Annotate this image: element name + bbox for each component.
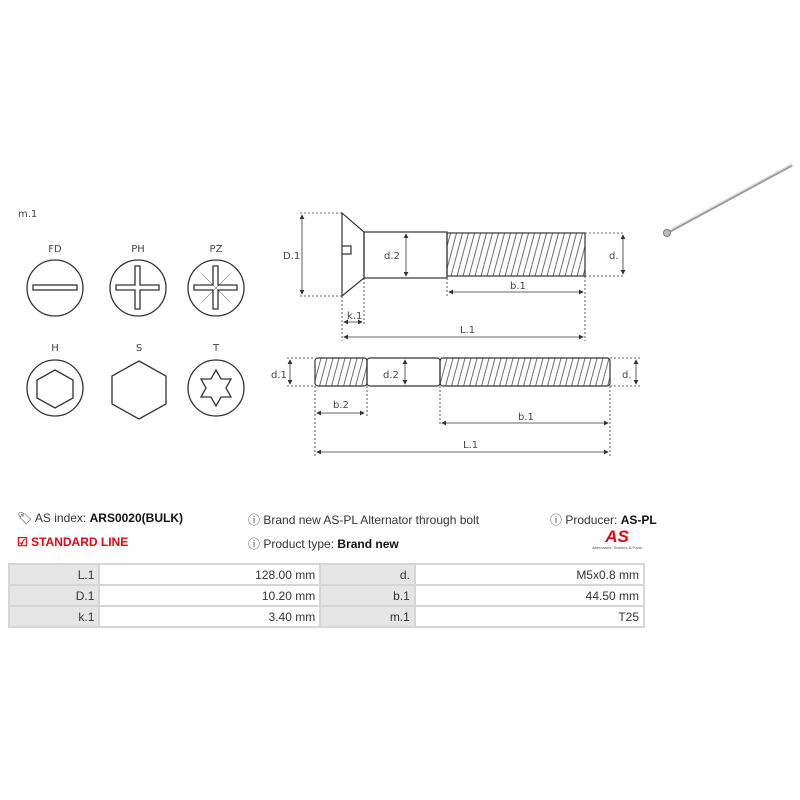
dim-label: b.2 bbox=[333, 400, 349, 411]
drive-label: PZ bbox=[209, 244, 223, 255]
standard-line-badge: ☑ STANDARD LINE bbox=[17, 535, 129, 549]
description: ⓘ Brand new AS-PL Alternator through bolt bbox=[248, 513, 480, 527]
drive-h-icon bbox=[27, 360, 83, 416]
table-row: D.1 10.20 mm b.1 44.50 mm bbox=[9, 585, 644, 606]
drive-label: T bbox=[212, 343, 220, 354]
dim-label: k.1 bbox=[347, 311, 363, 322]
as-pl-logo: AS Alternators, Starters & Parts bbox=[592, 527, 642, 550]
info-icon: ⓘ bbox=[550, 513, 563, 527]
drive-ph-icon bbox=[110, 260, 166, 316]
drive-label: PH bbox=[131, 244, 145, 255]
dim-label: b.1 bbox=[518, 412, 534, 423]
drive-label: H bbox=[51, 343, 59, 354]
dim-label: d.1 bbox=[271, 370, 287, 381]
dim-label: D.1 bbox=[283, 251, 301, 262]
dim-label: d. bbox=[609, 251, 619, 262]
as-index: 🏷 AS index: ARS0020(BULK) bbox=[17, 511, 183, 525]
table-row: L.1 128.00 mm d. M5x0.8 mm bbox=[9, 564, 644, 585]
checkbox-icon: ☑ bbox=[17, 535, 28, 549]
producer: ⓘ Producer: AS-PL bbox=[550, 513, 657, 527]
info-icon: ⓘ bbox=[248, 537, 261, 551]
drive-t-icon bbox=[188, 360, 244, 416]
drive-label: S bbox=[135, 343, 143, 354]
dim-label: L.1 bbox=[460, 325, 476, 336]
info-icon: ⓘ bbox=[248, 513, 261, 527]
dim-label: b.1 bbox=[510, 281, 526, 292]
dim-label: L.1 bbox=[463, 440, 479, 451]
product-photo bbox=[664, 164, 793, 237]
tags-icon: 🏷 bbox=[17, 511, 33, 525]
dim-label: d. bbox=[622, 370, 632, 381]
table-row: k.1 3.40 mm m.1 T25 bbox=[9, 606, 644, 627]
product-type: ⓘ Product type: Brand new bbox=[248, 537, 399, 551]
specs-table bbox=[8, 563, 645, 628]
drive-pz-icon bbox=[188, 260, 244, 316]
drive-heading: m.1 bbox=[18, 209, 38, 220]
drive-label: FD bbox=[48, 244, 62, 255]
dim-label: d.2 bbox=[384, 251, 400, 262]
drive-fd-icon bbox=[27, 260, 83, 316]
dim-label: d.2 bbox=[383, 370, 399, 381]
drive-s-icon bbox=[112, 361, 166, 419]
